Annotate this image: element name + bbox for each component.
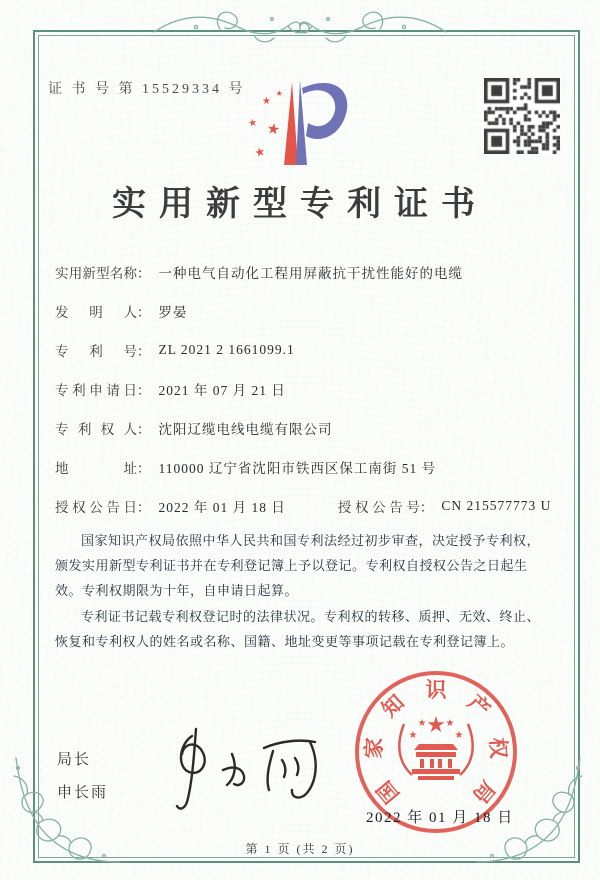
field-row-patentee (55, 408, 560, 447)
field-label: 地址 (55, 460, 137, 476)
seal-char: 局 (468, 776, 500, 808)
field-value: 罗晏 (158, 304, 188, 320)
field-colon: ： (137, 460, 151, 476)
field-value: 2022 年 01 月 18 日 (158, 499, 286, 515)
svg-text:★: ★ (454, 730, 464, 741)
field-row-grant (55, 486, 560, 525)
field-list (55, 252, 560, 525)
field-value: ZL 2021 2 1661099.1 (158, 341, 295, 357)
legal-paragraph-1: 国家知识产权局依照中华人民共和国专利法经过初步审查，决定授予专利权，颁发实用新型专利证书并在专利登记簿上予以登记。专利权自授权公告之日起生效。专利权期限为十年，自申请日起算。 (55, 533, 541, 598)
svg-text:★: ★ (417, 718, 427, 729)
grant-date-stamp: 2022 年 01 月 18 日 (366, 810, 514, 826)
field-colon: ： (419, 499, 434, 515)
field-row-name (55, 252, 560, 291)
page-number: 第 1 页 (共 2 页) (245, 842, 355, 856)
field-value: 沈阳辽缆电线电缆有限公司 (158, 421, 333, 437)
field-label: 授权公告日 (55, 499, 137, 515)
legal-paragraph-2: 专利证书记载专利权登记时的法律状况。专利权的转移、质押、无效、终止、恢复和专利权人的姓名或名称、国籍、地址变更等事项记载在专利登记簿上。 (55, 609, 541, 649)
field-colon: ： (137, 265, 151, 281)
seal-char: 国 (372, 776, 404, 808)
svg-text:★: ★ (247, 117, 259, 130)
field-label: 专利号 (55, 343, 137, 359)
certificate-number: 证 书 号 第 15529334 号 (48, 82, 246, 97)
field-label: 实用新型名称 (55, 265, 137, 281)
svg-text:★: ★ (252, 143, 267, 161)
field-colon: ： (137, 304, 151, 320)
seal-char: 家 (361, 736, 387, 760)
field-value: 2021 年 07 月 21 日 (158, 382, 286, 398)
legal-text (55, 528, 549, 655)
signer-title: 局长 (57, 752, 92, 768)
seal-char: 知 (377, 690, 409, 722)
field-row-address (55, 447, 560, 486)
top-flourish-ornament (150, 5, 450, 53)
field-value: 110000 辽宁省沈阳市铁西区保工南街 51 号 (158, 460, 437, 476)
field-row-filing-date (55, 369, 560, 408)
signer-name: 申长雨 (57, 785, 109, 801)
handwritten-signature (140, 726, 335, 823)
field-colon: ： (137, 499, 151, 515)
field-colon: ： (137, 343, 151, 359)
signer-block (57, 744, 108, 810)
field-label: 专利申请日 (55, 382, 137, 398)
svg-text:★: ★ (426, 713, 446, 738)
svg-text:★: ★ (274, 88, 284, 99)
field-row-inventor (55, 291, 560, 330)
field-colon: ： (137, 421, 151, 437)
field-row-patent-no (55, 330, 560, 369)
field-colon: ： (137, 382, 151, 398)
national-emblem-icon (399, 713, 472, 780)
certificate-title: 实用新型专利证书 (112, 186, 488, 223)
svg-text:★: ★ (262, 96, 271, 107)
qr-code (484, 78, 560, 154)
field-value: 一种电气自动化工程用屏蔽抗干扰性能好的电缆 (158, 265, 463, 281)
svg-text:★: ★ (408, 730, 418, 741)
field-label: 授权公告号 (337, 499, 420, 515)
seal-char: 权 (485, 736, 511, 760)
svg-text:★: ★ (265, 119, 282, 139)
seal-char: 产 (463, 690, 495, 722)
field-value: CN 215577773 U (441, 497, 552, 513)
field-label: 发明人 (55, 304, 137, 320)
cnipa-logo-icon (240, 72, 350, 173)
field-label: 专利权人 (55, 421, 137, 437)
svg-text:★: ★ (445, 718, 455, 729)
seal-char: 识 (425, 678, 447, 702)
